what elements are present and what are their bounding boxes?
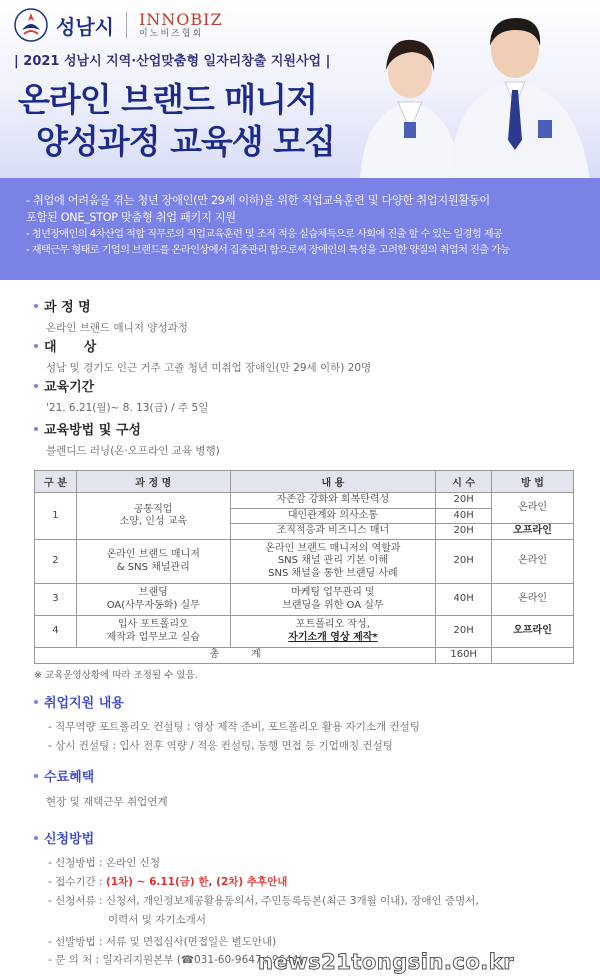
row-hours: 20H bbox=[436, 524, 492, 540]
news-watermark: news21tongsin.co.kr bbox=[258, 950, 515, 974]
row-hours: 20H bbox=[436, 540, 492, 584]
people-photo-illustration bbox=[340, 10, 600, 178]
section-body: 성남 및 경기도 인근 거주 고졸 청년 미취업 장애인(만 29세 이하) 20명 bbox=[46, 362, 372, 374]
seongnam-logo-icon bbox=[14, 8, 48, 42]
apply-selection: - 선발방법 : 서류 및 면접심사(면접일은 별도안내) bbox=[48, 936, 277, 948]
intro-line: 포함된 ONE_STOP 맞춤형 취업 패키지 지원 bbox=[26, 211, 236, 225]
bullet-icon bbox=[34, 344, 38, 348]
row-number: 1 bbox=[35, 493, 77, 540]
row-number: 4 bbox=[35, 616, 77, 648]
intro-line: - 재택근무 형태로 기업의 브랜드를 온라인상에서 집중관리 함으로써 장애인의 특성을 고려한 양질의 취업처 진출 가능 bbox=[26, 244, 510, 256]
row-method: 온라인 bbox=[492, 540, 574, 584]
program-subtitle: | 2021 성남시 지역·산업맞춤형 일자리창출 지원사업 | bbox=[14, 54, 331, 69]
row-content: 마케팅 업무관리 및 브랜딩을 위한 OA 실무 bbox=[230, 584, 436, 616]
section-title: 신청방법 bbox=[44, 832, 95, 847]
row-hours: 40H bbox=[436, 508, 492, 524]
row-method: 온라인 bbox=[492, 493, 574, 524]
bullet-icon bbox=[34, 304, 38, 308]
row-content: 포트폴리오 작성, bbox=[295, 619, 370, 630]
row-course: 공통직업 소양, 인성 교육 bbox=[76, 493, 230, 540]
support-item: - 직무역량 포트폴리오 컨설팅 : 영상 제작 준비, 포트폴리오 활용 자기소개 컨설팅 bbox=[48, 721, 420, 733]
apply-period-dates: (1차) ~ 6.11(금) 한, (2차) 추후안내 bbox=[105, 876, 288, 888]
innobiz-logo bbox=[138, 9, 223, 39]
section-title: 대 상 bbox=[44, 340, 97, 355]
section-target bbox=[34, 336, 371, 375]
section-body: 블렌디드 러닝(온·오프라인 교육 병행) bbox=[46, 445, 220, 457]
total-hours: 160H bbox=[436, 648, 492, 664]
table-header: 내 용 bbox=[230, 471, 436, 493]
row-method: 오프라인 bbox=[492, 616, 574, 648]
section-title: 교육방법 및 구성 bbox=[44, 423, 141, 438]
bullet-icon bbox=[34, 774, 38, 778]
apply-period bbox=[48, 874, 479, 889]
row-content: 대인관계와 의사소통 bbox=[230, 508, 436, 524]
intro-panel bbox=[0, 178, 600, 280]
row-content: 조직적응과 비즈니스 매너 bbox=[230, 524, 436, 540]
page-title-line2: 양성과정 교육생 모집 bbox=[36, 122, 335, 161]
table-row bbox=[35, 616, 574, 648]
table-header: 시 수 bbox=[436, 471, 492, 493]
section-apply bbox=[34, 828, 479, 927]
row-course: 입사 포트폴리오 제작과 업무보고 실습 bbox=[76, 616, 230, 648]
row-course: 브랜딩 OA(사무자동화) 실무 bbox=[76, 584, 230, 616]
apply-period-label: - 접수기간 : bbox=[48, 876, 106, 888]
logo-divider bbox=[126, 12, 127, 38]
row-content: 온라인 브랜드 매니저의 역할과 SNS 채널 관리 기본 이해 SNS 채널을 통한 브랜딩 사례 bbox=[230, 540, 436, 584]
innobiz-logo-text: INNOBIZ bbox=[138, 9, 223, 29]
row-course: 온라인 브랜드 매니저 & SNS 채널관리 bbox=[76, 540, 230, 584]
bullet-icon bbox=[34, 427, 38, 431]
table-header: 과 정 명 bbox=[76, 471, 230, 493]
section-body: 온라인 브랜드 매니저 양성과정 bbox=[46, 322, 188, 334]
row-number: 2 bbox=[35, 540, 77, 584]
bullet-icon bbox=[34, 836, 38, 840]
support-item: - 상시 컨설팅 : 입사 전후 역량 / 적응 컨설팅, 동행 면접 등 기업매칭 컨설팅 bbox=[48, 740, 393, 752]
table-header: 방 법 bbox=[492, 471, 574, 493]
section-benefit bbox=[34, 766, 168, 809]
section-title: 수료혜택 bbox=[44, 770, 95, 785]
intro-line: - 취업에 어려움을 겪는 청년 장애인(만 29세 이하)을 위한 직업교육훈련 및 다양한 취업지원활동이 bbox=[26, 194, 490, 207]
row-hours: 20H bbox=[436, 493, 492, 509]
row-hours: 40H bbox=[436, 584, 492, 616]
hero-banner bbox=[0, 0, 600, 178]
apply-contact: - 문 의 처 : 일자리지원본부 (☎031-60-9647 / 9644) bbox=[48, 954, 303, 966]
section-title: 교육기간 bbox=[44, 380, 95, 395]
row-content-cell bbox=[230, 616, 436, 648]
table-total-row bbox=[35, 648, 574, 664]
innobiz-logo-subtext: 이노비즈협회 bbox=[138, 28, 204, 39]
table-header: 구 분 bbox=[35, 471, 77, 493]
section-course bbox=[34, 296, 188, 335]
table-note: ※ 교육운영상황에 따라 조정될 수 있음. bbox=[34, 670, 198, 681]
row-hours: 20H bbox=[436, 616, 492, 648]
section-title: 취업지원 내용 bbox=[44, 696, 124, 711]
apply-method: - 신청방법 : 온라인 신청 bbox=[48, 857, 160, 869]
section-body: 현장 및 재택근무 취업연계 bbox=[46, 796, 168, 808]
row-method: 오프라인 bbox=[492, 524, 574, 540]
row-number: 3 bbox=[35, 584, 77, 616]
section-support bbox=[34, 692, 420, 753]
section-title: 과 정 명 bbox=[44, 300, 91, 315]
table-row bbox=[35, 540, 574, 584]
bullet-icon bbox=[34, 384, 38, 388]
section-body: '21. 6.21(월)~ 8. 13(금) / 주 5일 bbox=[46, 402, 209, 414]
apply-docs-cont: 이력서 및 자기소개서 bbox=[108, 914, 206, 926]
curriculum-table bbox=[34, 470, 574, 664]
row-content-emphasis: 자기소개 영상 제작* bbox=[288, 631, 378, 643]
total-empty bbox=[492, 648, 574, 664]
intro-line: - 청년장애인의 4차산업 적합 직무로의 직업교육훈련 및 조직 적응 실습체득으로 사회에 진출 할 수 있는 일경험 제공 bbox=[26, 228, 503, 240]
table-row bbox=[35, 584, 574, 616]
city-logo-text: 성남시 bbox=[56, 14, 114, 39]
section-method bbox=[34, 419, 220, 458]
bullet-icon bbox=[34, 700, 38, 704]
logo-row bbox=[14, 8, 223, 42]
apply-docs: - 신청서류 : 신청서, 개인정보제공활용동의서, 주민등록등본(최근 3개월 이내), 장애인 증명서, bbox=[48, 895, 479, 907]
section-period bbox=[34, 376, 208, 415]
total-label: 총 계 bbox=[35, 648, 436, 664]
page-title-line1: 온라인 브랜드 매니저 bbox=[18, 80, 317, 119]
row-method: 온라인 bbox=[492, 584, 574, 616]
row-content: 자존감 강화와 회복탄력성 bbox=[230, 493, 436, 509]
table-row bbox=[35, 493, 574, 509]
